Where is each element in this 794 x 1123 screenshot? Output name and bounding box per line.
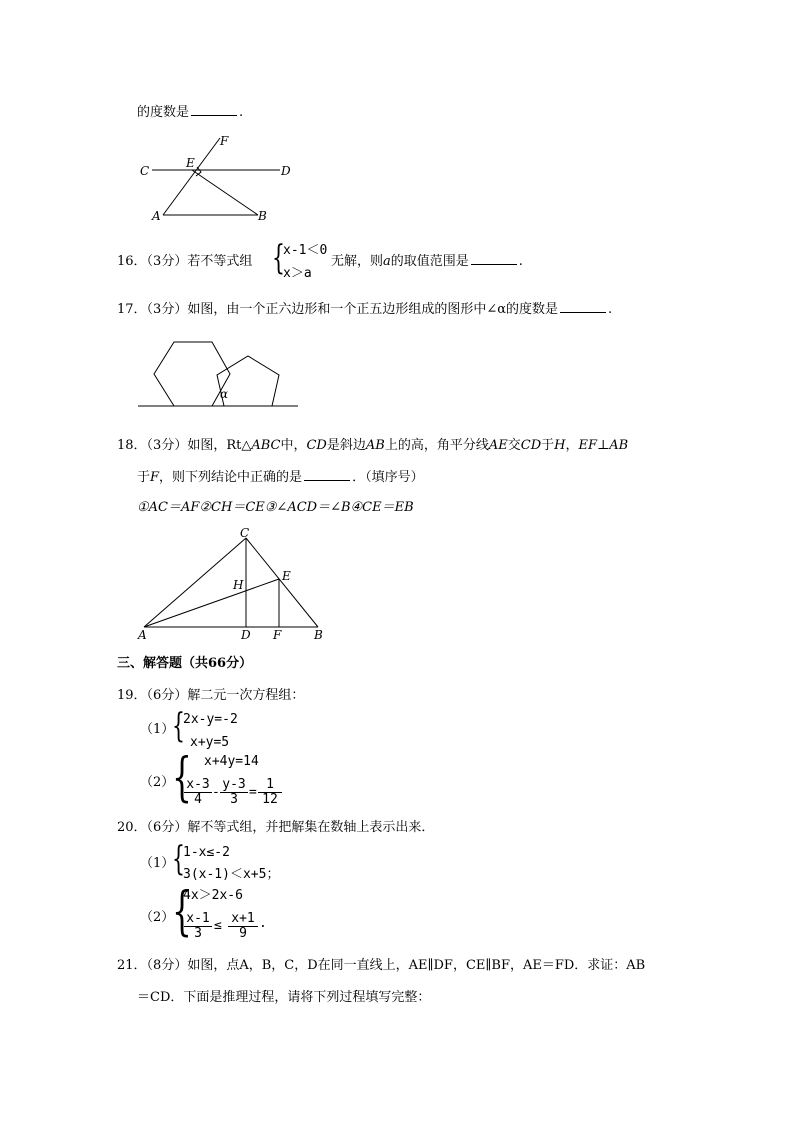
q20-frac2-den: 9 [239,926,247,941]
q20-part1-label: （1） [140,856,175,871]
q18-t5: 是斜边 [326,438,366,453]
q19-frac2 [220,778,248,807]
q19-p2-eq1: x+4y=14 [204,754,259,769]
label-e: E [282,569,291,583]
label-f: F [220,134,229,148]
q19-title: 19．（6分）解二元一次方程组： [117,688,305,703]
q18-line1 [117,438,628,454]
q16-text [117,254,252,270]
q20-title: 20．（6分）解不等式组，并把解集在数轴上表示出来． [117,820,435,835]
q18-u1: 于 [137,470,151,485]
q18-t9: 交 [507,438,521,453]
q18-u2: F [150,470,160,485]
q16-period: . [518,254,523,269]
line-eb [192,170,258,215]
q20-frac2 [228,912,258,941]
q16-mid: 无解，则 [331,254,384,269]
label-d: D [241,628,251,642]
line-af [163,138,220,215]
label-b: B [314,628,323,642]
q20-frac1 [184,912,212,941]
q16-eq1: x-1＜0 [283,243,328,258]
q20-p1-ineq1: 1-x≤-2 [183,845,230,860]
q19-frac1-num: x-3 [184,778,212,793]
q16-tail [331,254,523,270]
q18-u3: ，则下列结论中正确的是 [159,470,303,485]
label-d: D [281,164,291,178]
answer-blank [560,302,606,313]
figure-q15 [130,130,300,225]
q19-part2-label: （2） [140,775,175,790]
q19-p2-brace: { [172,748,192,808]
q18-options: ①AC＝AF②CH＝CE③∠ACD＝∠B④CE＝EB [137,500,414,515]
q17-stem: 17．（3分）如图，由一个正六边形和一个正五边形组成的图形中∠α的度数是 [117,302,558,317]
q18-t14: EF [578,438,598,453]
q18-t10: CD [520,438,542,453]
q20-frac1-den: 3 [194,926,202,941]
q20-frac2-num: x+1 [228,912,258,927]
label-c: C [240,527,250,540]
label-e: E [186,156,195,170]
q20-part2-label: （2） [140,910,175,925]
q20-p1-ineq2-line [183,867,279,882]
label-c: C [140,164,150,178]
q19-p1-brace: { [172,706,185,746]
label-b: B [258,209,267,223]
q16-var: a [383,254,391,269]
label-f: F [273,628,282,642]
q19-frac3-num: 1 [258,778,282,793]
q19-frac3 [258,778,282,807]
q20-p1-brace: { [172,839,185,879]
q20-p1-ineq2: 3(x-1)＜x+5 [183,867,267,882]
line-ae [144,579,279,627]
q20-period: . [259,916,267,931]
q18-t1: 18．（3分）如图，Rt△ [117,438,252,453]
q19-equals: = [249,785,257,800]
q16-brace: { [272,238,285,278]
q20-frac1-num: x-1 [184,912,212,927]
figure-q17 [136,338,301,410]
q17-text [117,302,612,318]
q18-u4: ．（填序号） [352,470,424,485]
label-a: A [152,209,161,223]
answer-blank [304,470,350,481]
q19-p1-eq1: 2x-y=-2 [183,712,238,727]
q18-t16: AB [609,438,629,453]
q21-line1: 21．（8分）如图，点A，B，C，D在同一直线上，AE∥DF，CE∥BF，AE＝FD．求证：AB [117,958,646,973]
q16-stem: 16．（3分）若不等式组 [117,254,253,269]
q19-p1-eq2: x+y=5 [190,735,230,750]
figure-q18 [136,527,332,642]
q17-period: . [608,302,613,317]
q15-tail-line [137,105,243,121]
q18-t8: AE [488,438,508,453]
q18-t7: 上的高，角平分线 [384,438,489,453]
q21-line2: ＝CD．下面是推理过程，请将下列过程填写完整： [137,990,431,1005]
q18-t13: ， [565,438,579,453]
q19-part1-label: （1） [140,722,175,737]
q16-eq2: x＞a [283,266,312,281]
q16-tail-text: 的取值范围是 [390,254,469,269]
label-a: A [138,628,147,642]
q18-t15: ⊥ [597,438,610,453]
q19-frac2-num: y-3 [220,778,248,793]
q19-frac2-den: 3 [230,792,238,807]
answer-blank [191,105,237,116]
q18-t4: CD [306,438,327,453]
q20-semicolon: ； [266,867,280,882]
q18-line2 [137,470,424,486]
q18-t11: 于 [541,438,555,453]
answer-blank [471,254,517,265]
q20-p2-ineq1: 4x＞2x-6 [183,888,243,903]
q15-tail-text: 的度数是 [137,105,190,120]
q18-t6: AB [365,438,385,453]
q19-minus: - [212,785,220,800]
q18-t12: H [554,438,566,453]
q20-le: ≤ [214,918,222,933]
q19-frac1-den: 4 [194,792,202,807]
q19-frac3-den: 12 [262,792,278,807]
label-alpha: α [220,387,229,401]
q18-t2: ABC [251,438,281,453]
line-ac [144,538,246,627]
q18-t3: 中， [280,438,307,453]
q15-period: . [239,105,244,120]
q19-frac1 [184,778,212,807]
label-h: H [233,578,244,592]
section-title: 三、解答题（共66分） [117,656,253,671]
q20-p2-brace: { [172,882,192,942]
